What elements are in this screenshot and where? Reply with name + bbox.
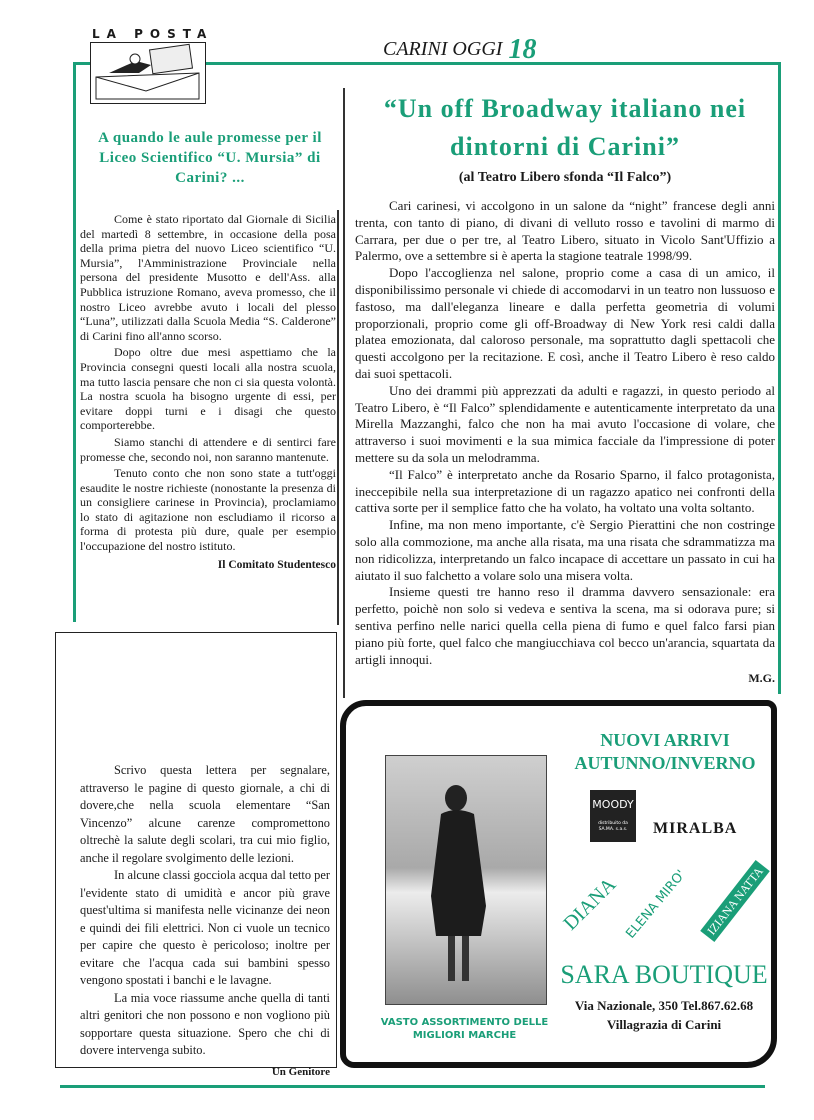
model-photo (385, 755, 547, 1005)
paragraph: Come è stato riportato dal Giornale di Sicilia del martedì 8 settembre, in occasione della posa della prima pietra del nuovo Liceo scientifico “U. Mursia”, l'Amministrazione Provinciale nella persona del presidente Musotto e dell'Ass. alla Pubblica istruzione Romano, aveva promesso, che il nostro Liceo avrebbe avuto i locali del plesso “Luna”, utilizzati dalla Scuola Media “S. Calderone” di Carini fino all'anno scorso. (80, 212, 336, 343)
brand-miralba: MIRALBA (653, 820, 738, 837)
brand-moody-logo (590, 790, 636, 842)
paragraph: “Il Falco” è interpretato anche da Rosario Sparno, il falco protagonista, ineccepibile nella sua interpretazione di un ragazzo apatico nei confronti della cattiva sorte per il semplice fatto che ha volato, ha voltato una volta soltanto. (355, 466, 775, 516)
brand-moody: MOODY (592, 798, 634, 811)
letter-signature: Un Genitore (271, 1065, 330, 1078)
woman-in-coat-image (386, 756, 546, 1004)
letter-body (80, 762, 330, 1081)
brand-elena-miro: ELENA MIRO' (623, 867, 689, 942)
ad-headline-1: NUOVI ARRIVI (600, 730, 730, 750)
store-name: SARA BOUTIQUE (560, 960, 768, 989)
paragraph: Infine, ma non meno importante, c'è Sergio Pierattini che non costringe solo alla commozione, ma anche alla risata, ma una risata che sdrammatizza ma non ridicolizza, interpretando un falco incapace di accettare un passato in cui ha aiutato il suo falchetto a volare solo una misera volta. (355, 517, 775, 583)
paragraph: Dopo l'accoglienza nel salone, proprio come a casa di un amico, il disponibilissimo personale vi chiede di accomodarvi in un teatro non lussuoso e fastoso, ma dall'eleganza lineare e dalla perfetta geometria di volumi proporzionali, proprio come gli off-Broadway di New York resi caldi dalla platea emozionata, dal caloroso personale, ma soprattutto dagli spettacoli che questi accolgono per la recitazione. E così, anche il Teatro Libero è reso caldo dai suoi spettacoli. (355, 265, 775, 381)
left-article-signature: Il Comitato Studentesco (217, 558, 336, 571)
paragraph: Scrivo questa lettera per segnalare, attraverso le pagine di questo giornale, a chi di dovere,che nella scuola elementare “San Vincenzo” alcune carenze compromettono oltrechè la salute degli scolari, tra cui mio figlio, anche il regolare svolgimento delle lezioni. (80, 763, 330, 865)
paragraph: Uno dei drammi più apprezzati da adulti e ragazzi, in questo periodo al Teatro Libero, è “Il Falco” splendidamente e autenticamente interpretato da una Mirella Mazzanghi, falco che non ha mai avuto l'occasione di volare, che attraverso i suoi movimenti e la sua mimica facciale da l'impressione di poter mettere su da sola un melodramma. (355, 382, 775, 465)
store-address: Via Nazionale, 350 Tel.867.62.68 (574, 998, 754, 1013)
right-article-body (355, 198, 775, 687)
mail-illustration (90, 42, 206, 104)
paragraph: Dopo oltre due mesi aspettiamo che la Provincia consegni questi locali alla nostra scuola, ma tutto lascia pensare che non ci sia questa volontà. La nostra scuola ha bisogno urgente di essi, per evitare doppi turni e i disagi che questo comporterebbe. (80, 345, 336, 433)
frame-left-line (73, 62, 76, 622)
paragraph: Tenuto conto che non sono state a tutt'oggi esaudite le nostre richieste (nonostante la presenza di un consigliere carinese in Provincia), proclamiamo lo stato di agitazione non escludiamo il ricorso a forma di protesta più dure, quale per esempio l'occupazione del nostro istituto. (80, 466, 336, 554)
right-article-subtitle: (al Teatro Libero sfonda “Il Falco”) (458, 170, 672, 185)
frame-bottom-line (60, 1085, 765, 1088)
brand-diana: DIANA (559, 873, 621, 935)
paragraph: Cari carinesi, vi accolgono in un salone da “night” francese degli anni trenta, con tanto di piano, di divani di velluto rosso e tavolini di marmo di Carrara, per due o per tre, al Teatro Libero, situato in Vicolo Sant'Uffizio a Palermo, ove a settembre si è aperta la stagione teatrale 1998/99. (355, 198, 775, 264)
left-column-rule (337, 210, 339, 625)
left-article-title: A quando le aule promesse per il Liceo Scientifico “U. Mursia” di Carini? ... (98, 130, 322, 186)
envelope-icon (91, 43, 204, 102)
masthead-title: CARINI OGGI (383, 38, 503, 60)
right-article-signature: M.G. (748, 671, 775, 686)
page-number: 18 (508, 34, 537, 65)
paragraph: Siamo stanchi di attendere e di sentirci fare promesse che, secondo noi, non saranno mantenute. (80, 434, 336, 464)
paragraph: In alcune classi gocciola acqua dal tetto per l'evidente stato di umidità e ancor più grave quest'ultima si manifesta nelle vicinanze dei neon e quindi dei fili elettrici. Non ci vuole un tecnico per capire che questo è pericoloso; inoltre per evitare che l'acqua cada sui bambini spesso vengono spostati i banchi e le lavagne. (80, 868, 330, 987)
brand-iziana-natta: IZIANA NATTA (700, 860, 770, 942)
photo-caption: VASTO ASSORTIMENTO DELLE MIGLIORI MARCHE (380, 1017, 549, 1041)
ad-headline-2: AUTUNNO/INVERNO (574, 753, 756, 773)
brand-moody-note: distribuito da SA.MA. s.a.s. (598, 821, 628, 832)
paragraph: Insieme questi tre hanno reso il dramma davvero sensazionale: era perfetto, poichè non solo si vedeva e sentiva la scena, ma si odorava pure; si sentiva perfino nelle narici quella cella piena di fumo e quel falco farsi pian piano più forte, quel falco che mangiucchiava col becco un'arancia, squartata da artigli innoqui. (355, 584, 775, 667)
masthead (383, 34, 536, 66)
left-article-body (80, 212, 336, 574)
column-divider (343, 88, 345, 698)
paragraph: La mia voce riassume anche quella di tanti altri genitori che non possono e non vogliono più sopportare questa situazione. Spero che chi di dovere intervenga subito. (80, 990, 330, 1057)
section-label: LA POSTA (92, 27, 214, 41)
store-city: Villagrazia di Carini (606, 1017, 722, 1032)
right-article-title: “Un off Broadway italiano nei dintorni di Carini” (383, 94, 747, 161)
